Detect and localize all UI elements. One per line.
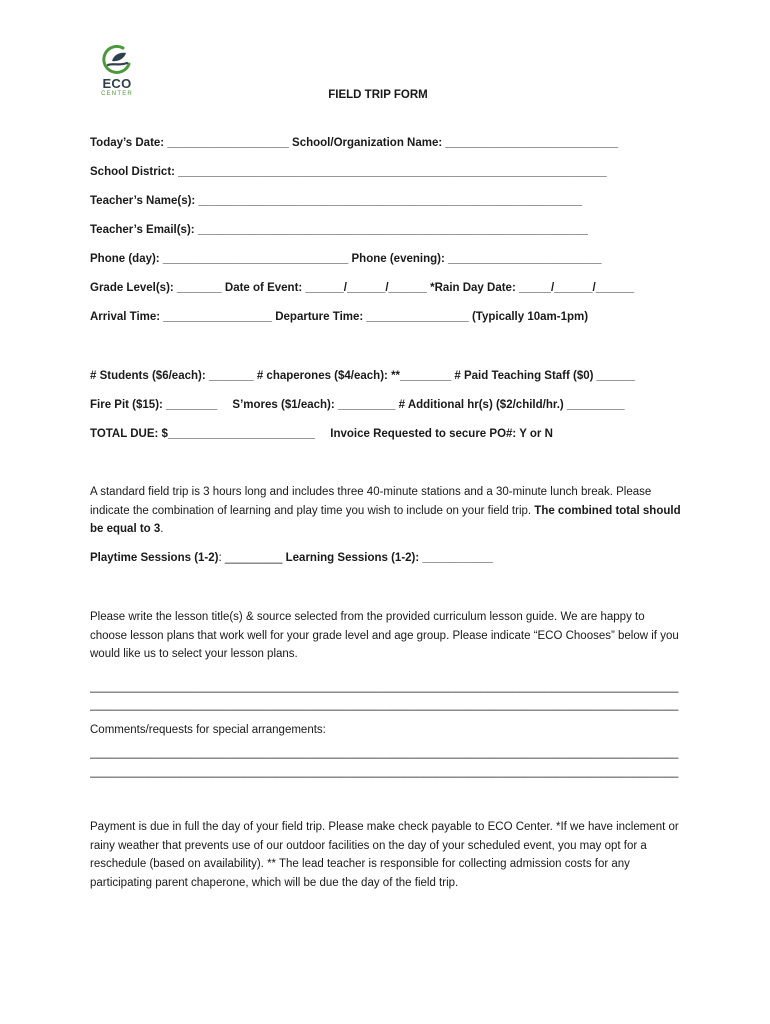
comments-line-1[interactable]: ____________________________________________________________________________________________	[90, 747, 679, 759]
comments-line-2[interactable]: ____________________________________________________________________________________________	[90, 766, 679, 778]
phone-evening-field[interactable]: Phone (evening): ________________________	[351, 253, 602, 265]
row-date-school	[90, 135, 690, 151]
smores-field[interactable]: S’mores ($1/each): _________	[232, 399, 396, 411]
row-teacher-names	[90, 193, 690, 209]
page-title: FIELD TRIP FORM	[328, 89, 428, 101]
playtime-sessions-field[interactable]: : _________	[218, 552, 283, 564]
lesson-line-1[interactable]: ____________________________________________________________________________________________	[90, 681, 679, 693]
students-field[interactable]: # Students ($6/each): _______	[90, 370, 254, 382]
standard-trip-text: A standard field trip is 3 hours long and includes three 40-minute stations and a 30-minute lunch break. Please indicate the combination of learning and play time you wish to include on your field trip.	[90, 486, 652, 517]
logo-subtitle: CENTER	[101, 91, 133, 97]
row-teacher-emails	[90, 222, 690, 238]
row-district	[90, 164, 690, 180]
standard-trip-end: .	[160, 523, 164, 535]
standard-trip-paragraph	[90, 483, 682, 539]
todays-date-field[interactable]: Today’s Date: ___________________	[90, 137, 289, 149]
grade-levels-field[interactable]: Grade Level(s): _______	[90, 282, 222, 294]
phone-day-field[interactable]: Phone (day): _____________________________	[90, 253, 349, 265]
payment-paragraph: Payment is due in full the day of your field trip. Please make check payable to ECO Center. *If we have inclement or rainy weather that prevents use of our outdoor facilities on the day of your scheduled event, you may opt for a reschedule (based on availability). ** The lead teacher is responsible for collecting admission costs for any participating parent chaperone, which will be due the day of the field trip.	[90, 821, 679, 889]
logo-wordmark: ECO	[102, 76, 132, 91]
row-counts	[90, 368, 690, 384]
school-org-field[interactable]: School/Organization Name: ___________________________	[292, 137, 619, 149]
school-district-field[interactable]: School District: ___________________________________________________________________	[90, 166, 607, 178]
date-of-event-field[interactable]: Date of Event: ______/______/______	[224, 282, 427, 294]
eco-leaf-hand-icon	[101, 44, 133, 76]
row-grade-dates	[90, 280, 690, 296]
teacher-emails-field[interactable]: Teacher’s Email(s): _____________________________________________________________	[90, 224, 588, 236]
row-times	[90, 309, 690, 325]
comments-label: Comments/requests for special arrangements:	[90, 724, 326, 736]
learning-sessions-field[interactable]: Learning Sessions (1-2): ___________	[285, 552, 493, 564]
rain-day-field[interactable]: *Rain Day Date: _____/______/______	[430, 282, 635, 294]
arrival-time-field[interactable]: Arrival Time: _________________	[90, 311, 273, 323]
typical-time-note: (Typically 10am-1pm)	[471, 311, 589, 323]
row-sessions	[90, 550, 690, 566]
departure-time-field[interactable]: Departure Time: ________________	[275, 311, 469, 323]
total-due-field[interactable]: TOTAL DUE: $_______________________	[90, 428, 316, 440]
additional-hours-field[interactable]: # Additional hr(s) ($2/child/hr.) _________	[398, 399, 625, 411]
playtime-label: Playtime Sessions (1-2)	[90, 552, 219, 564]
row-total	[90, 426, 690, 442]
teacher-names-field[interactable]: Teacher’s Name(s): ____________________________________________________________	[90, 195, 583, 207]
chaperones-field[interactable]: # chaperones ($4/each): **________	[256, 370, 452, 382]
lesson-paragraph: Please write the lesson title(s) & source selected from the provided curriculum lesson guide. We are happy to choose lesson plans that work well for your grade level and age group. Please indicate “ECO Chooses” below if you would like us to select your lesson plans.	[90, 611, 679, 660]
invoice-field[interactable]: Invoice Requested to secure PO#: Y or N	[330, 428, 553, 440]
standard-trip-bold: The combined total should be equal to 3	[90, 504, 681, 535]
lesson-line-2[interactable]: ____________________________________________________________________________________________	[90, 699, 679, 711]
row-extras	[90, 397, 690, 413]
fire-pit-field[interactable]: Fire Pit ($15): ________	[90, 399, 218, 411]
paid-staff-field[interactable]: # Paid Teaching Staff ($0) ______	[454, 370, 636, 382]
row-phones	[90, 251, 690, 267]
